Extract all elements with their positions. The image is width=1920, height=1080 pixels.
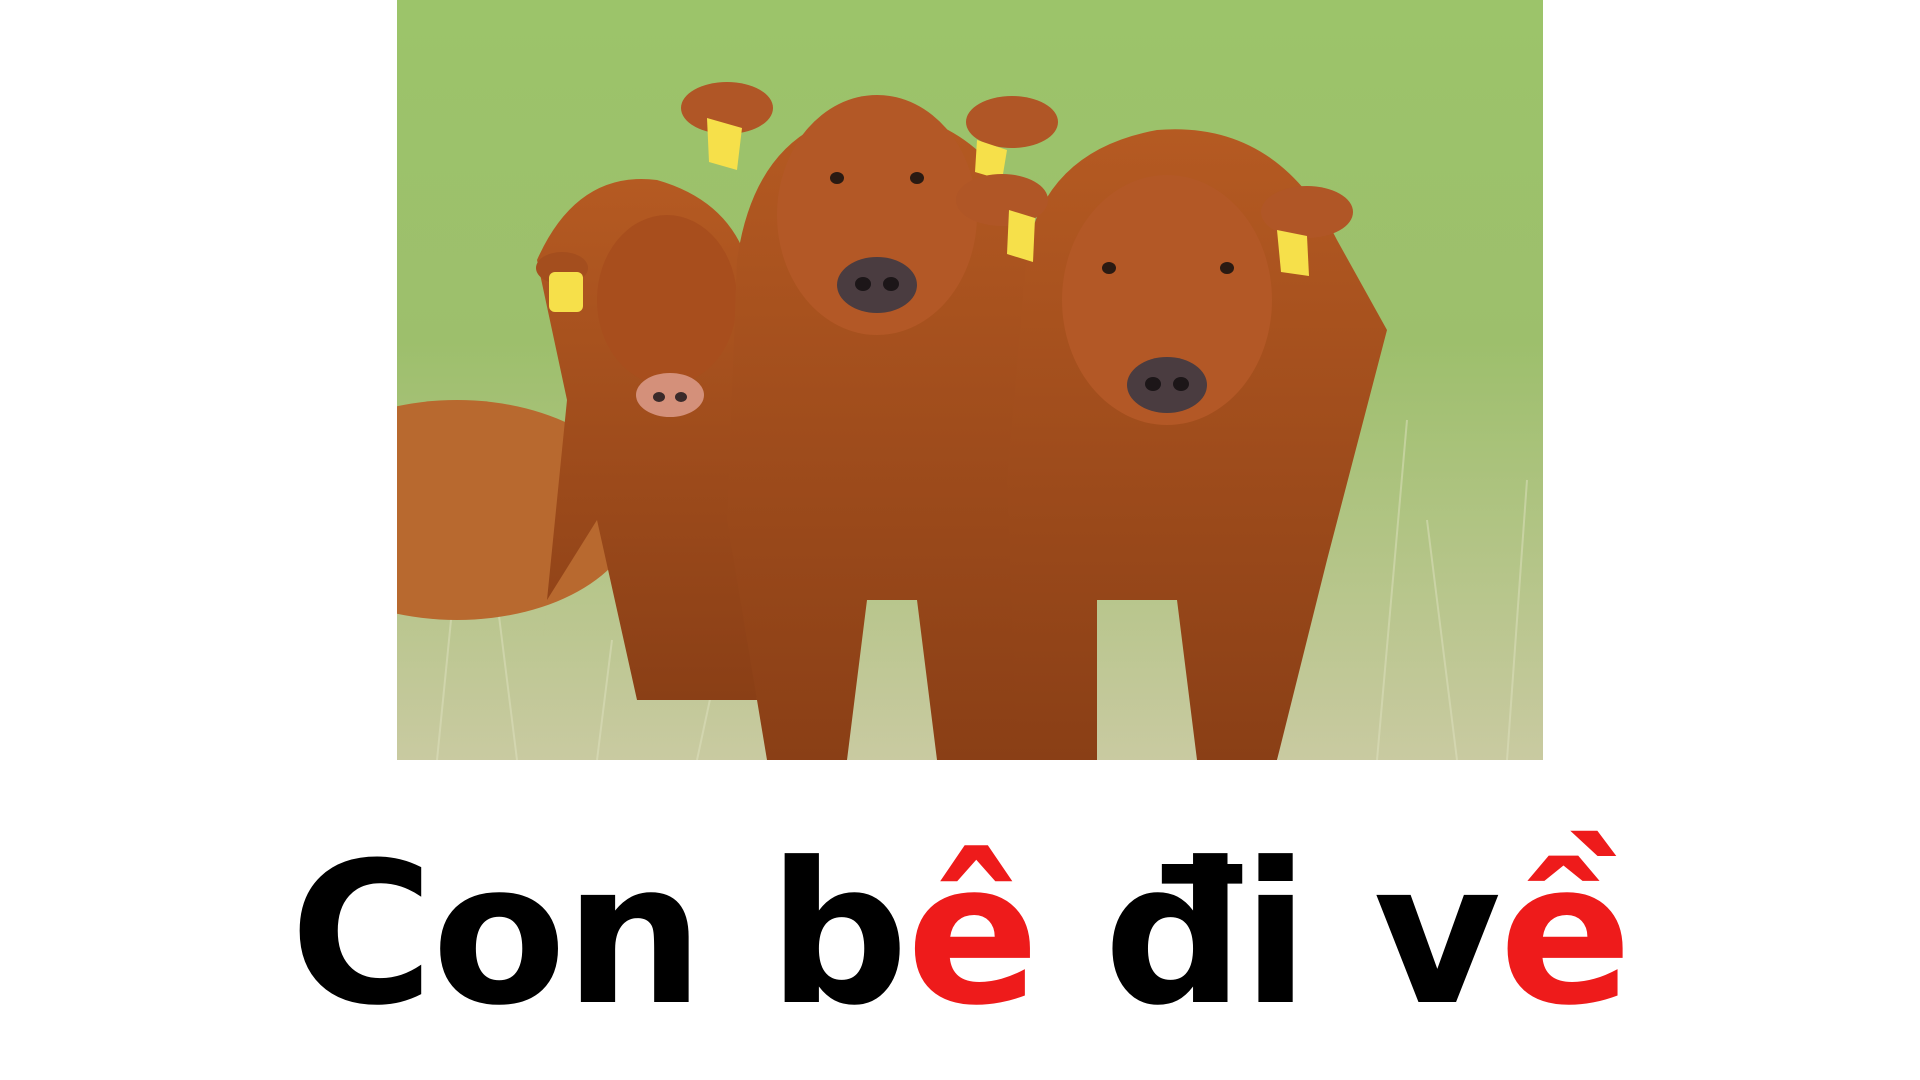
calves-illustration xyxy=(397,0,1543,760)
caption-part-con-b: Con b xyxy=(289,821,907,1049)
caption xyxy=(0,820,1920,1050)
caption-highlight-e-circumflex-grave: ề xyxy=(1499,821,1631,1049)
caption-part-di-v: đi v xyxy=(1037,821,1500,1049)
calves-photo xyxy=(397,0,1543,760)
caption-highlight-e-circumflex: ê xyxy=(906,821,1038,1049)
